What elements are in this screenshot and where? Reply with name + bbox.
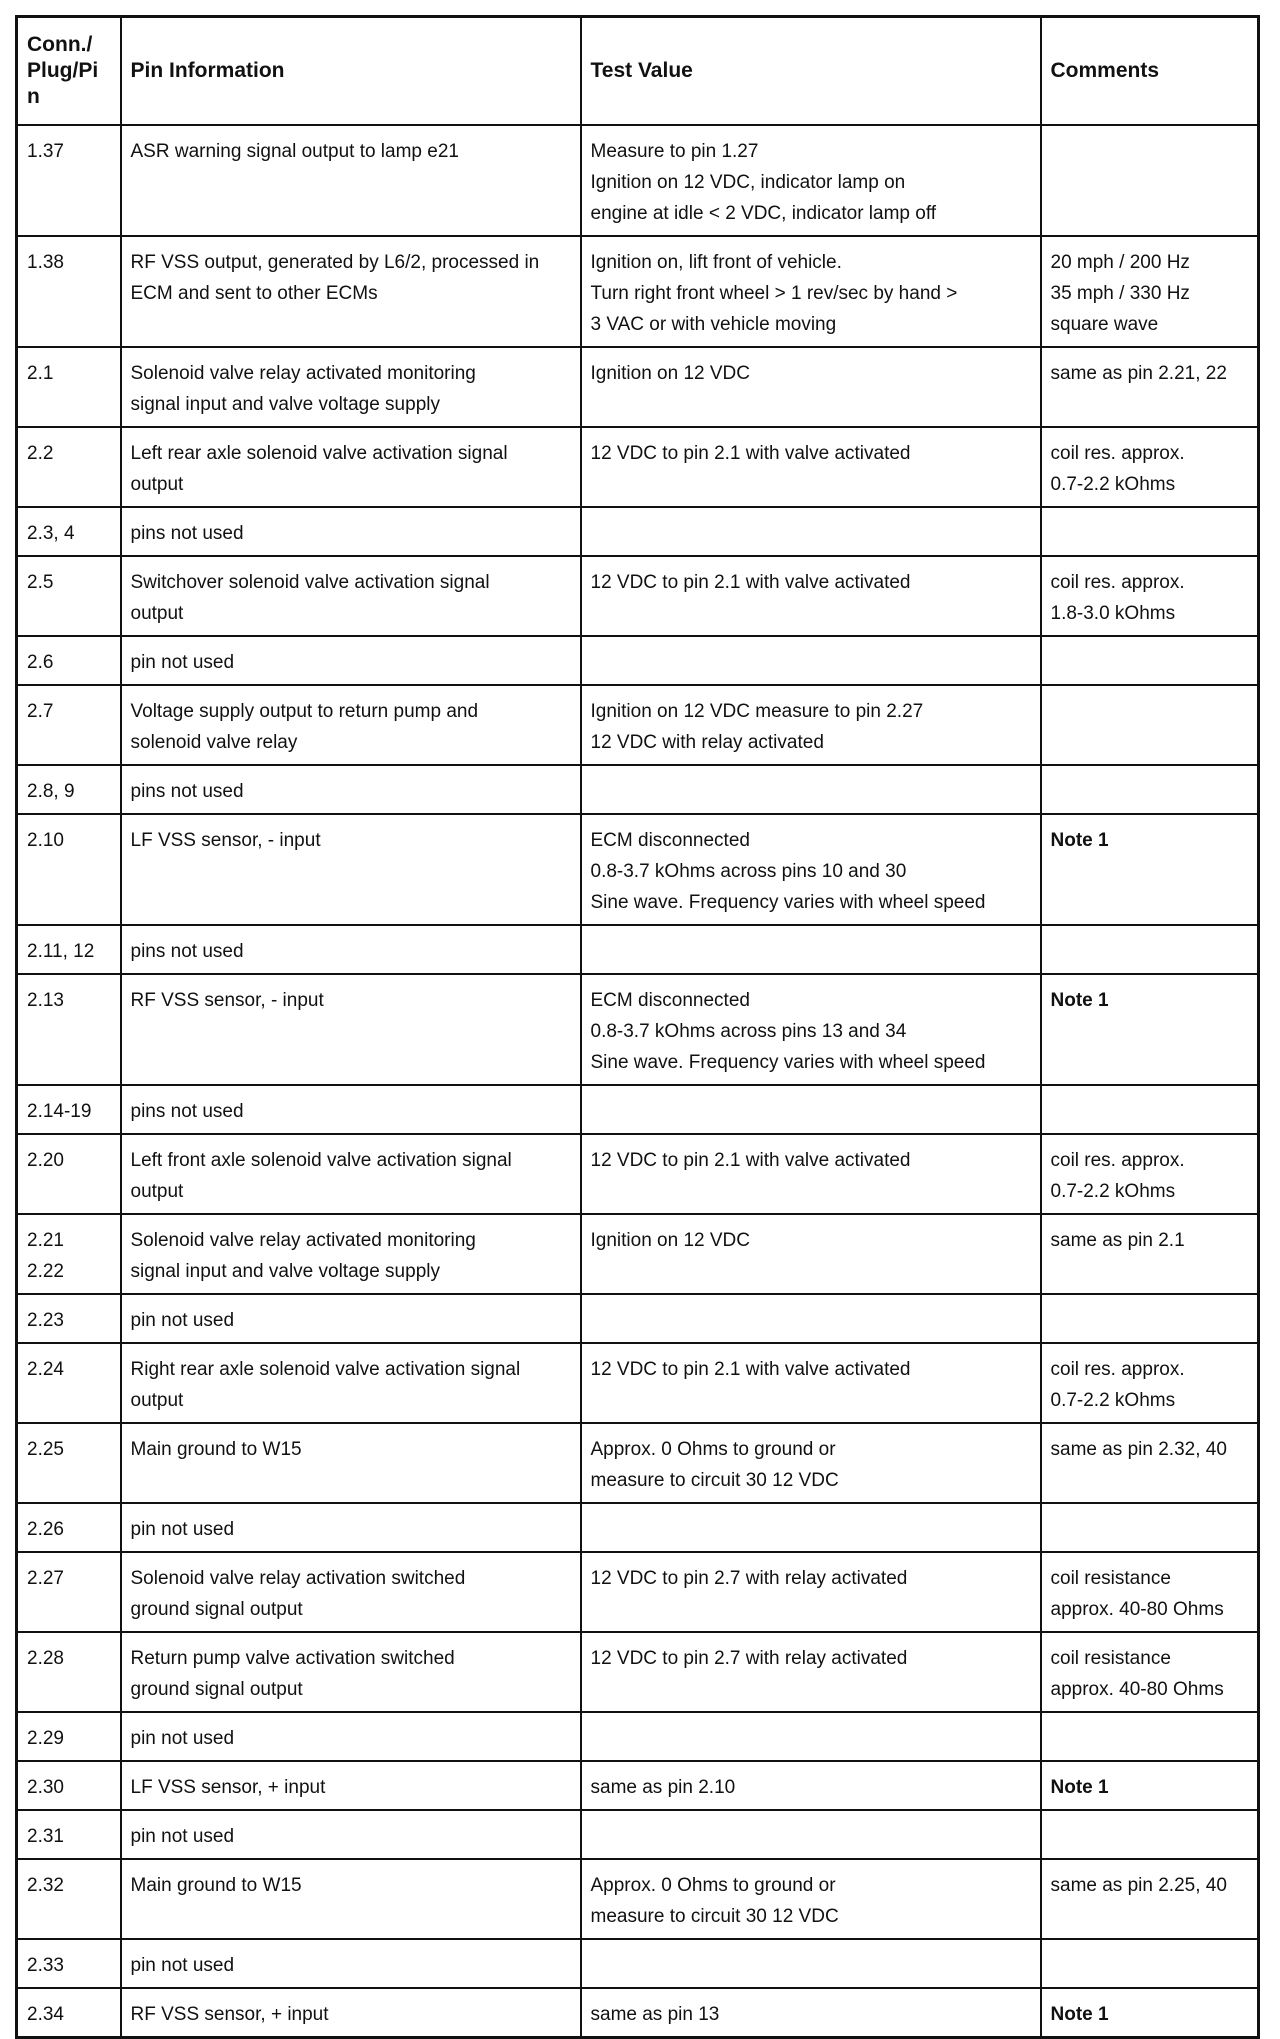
- cell-comments: [1041, 1939, 1259, 1988]
- cell-comments: 20 mph / 200 Hz 35 mph / 330 Hz square wave: [1041, 236, 1259, 347]
- cell-pin: 2.27: [17, 1552, 121, 1632]
- cell-pin-information: Switchover solenoid valve activation signal output: [121, 556, 581, 636]
- header-comments: Comments: [1041, 17, 1259, 126]
- cell-pin: 2.20: [17, 1134, 121, 1214]
- table-row: [17, 974, 1259, 1085]
- table-row: [17, 1761, 1259, 1810]
- cell-test-value: [581, 636, 1041, 685]
- cell-comments: [1041, 1810, 1259, 1859]
- table-row: [17, 347, 1259, 427]
- cell-test-value: [581, 925, 1041, 974]
- table-row: [17, 1134, 1259, 1214]
- table-row: [17, 636, 1259, 685]
- cell-comments: same as pin 2.32, 40: [1041, 1423, 1259, 1503]
- cell-test-value: [581, 765, 1041, 814]
- cell-pin: 2.29: [17, 1712, 121, 1761]
- cell-pin-information: Solenoid valve relay activation switched ground signal output: [121, 1552, 581, 1632]
- cell-pin: 2.30: [17, 1761, 121, 1810]
- cell-pin-information: pin not used: [121, 1939, 581, 1988]
- cell-pin-information: Right rear axle solenoid valve activation signal output: [121, 1343, 581, 1423]
- cell-comments: coil resistance approx. 40-80 Ohms: [1041, 1632, 1259, 1712]
- cell-comments: [1041, 507, 1259, 556]
- cell-pin-information: Left rear axle solenoid valve activation signal output: [121, 427, 581, 507]
- cell-pin-information: LF VSS sensor, + input: [121, 1761, 581, 1810]
- cell-comments: coil resistance approx. 40-80 Ohms: [1041, 1552, 1259, 1632]
- table-row: [17, 1712, 1259, 1761]
- cell-pin: 2.14-19: [17, 1085, 121, 1134]
- cell-test-value: Approx. 0 Ohms to ground or measure to circuit 30 12 VDC: [581, 1423, 1041, 1503]
- cell-pin: 2.3, 4: [17, 507, 121, 556]
- cell-pin: 2.2: [17, 427, 121, 507]
- table-row: [17, 1423, 1259, 1503]
- cell-pin-information: pins not used: [121, 507, 581, 556]
- table-row: [17, 556, 1259, 636]
- cell-comments: [1041, 765, 1259, 814]
- cell-pin: 2.13: [17, 974, 121, 1085]
- cell-comments: Note 1: [1041, 1988, 1259, 2038]
- cell-pin-information: RF VSS sensor, + input: [121, 1988, 581, 2038]
- table-row: [17, 1085, 1259, 1134]
- cell-comments: [1041, 1294, 1259, 1343]
- cell-comments: [1041, 1712, 1259, 1761]
- table-row: [17, 1503, 1259, 1552]
- cell-pin: 2.23: [17, 1294, 121, 1343]
- cell-test-value: Measure to pin 1.27 Ignition on 12 VDC, indicator lamp on engine at idle < 2 VDC, indicator lamp off: [581, 125, 1041, 236]
- cell-pin-information: pin not used: [121, 636, 581, 685]
- table-row: [17, 1343, 1259, 1423]
- cell-pin-information: pins not used: [121, 1085, 581, 1134]
- cell-test-value: Approx. 0 Ohms to ground or measure to circuit 30 12 VDC: [581, 1859, 1041, 1939]
- header-test-value: Test Value: [581, 17, 1041, 126]
- cell-test-value: same as pin 2.10: [581, 1761, 1041, 1810]
- cell-comments: [1041, 636, 1259, 685]
- table-row: [17, 685, 1259, 765]
- table-row: [17, 1632, 1259, 1712]
- cell-comments: Note 1: [1041, 1761, 1259, 1810]
- cell-comments: Note 1: [1041, 974, 1259, 1085]
- cell-pin-information: Solenoid valve relay activated monitoring signal input and valve voltage supply: [121, 1214, 581, 1294]
- table-row: [17, 427, 1259, 507]
- cell-pin-information: ASR warning signal output to lamp e21: [121, 125, 581, 236]
- cell-pin-information: pin not used: [121, 1712, 581, 1761]
- cell-comments: Note 1: [1041, 814, 1259, 925]
- cell-comments: coil res. approx. 0.7-2.2 kOhms: [1041, 1134, 1259, 1214]
- table-row: [17, 125, 1259, 236]
- cell-pin: 2.32: [17, 1859, 121, 1939]
- cell-test-value: [581, 1503, 1041, 1552]
- cell-pin: 2.1: [17, 347, 121, 427]
- cell-pin-information: Main ground to W15: [121, 1423, 581, 1503]
- table-row: [17, 507, 1259, 556]
- cell-pin: 2.33: [17, 1939, 121, 1988]
- cell-comments: [1041, 125, 1259, 236]
- cell-pin: 2.31: [17, 1810, 121, 1859]
- cell-pin: 2.24: [17, 1343, 121, 1423]
- pin-table-page: [15, 15, 1257, 2039]
- cell-comments: coil res. approx. 0.7-2.2 kOhms: [1041, 427, 1259, 507]
- header-conn-plug-pin: Conn./ Plug/Pin: [17, 17, 121, 126]
- cell-test-value: Ignition on 12 VDC measure to pin 2.27 12 VDC with relay activated: [581, 685, 1041, 765]
- table-header-row: [17, 17, 1259, 126]
- cell-pin-information: Voltage supply output to return pump and solenoid valve relay: [121, 685, 581, 765]
- cell-test-value: [581, 507, 1041, 556]
- cell-comments: [1041, 1085, 1259, 1134]
- cell-comments: [1041, 685, 1259, 765]
- table-row: [17, 765, 1259, 814]
- cell-pin-information: RF VSS output, generated by L6/2, processed in ECM and sent to other ECMs: [121, 236, 581, 347]
- cell-pin-information: Left front axle solenoid valve activation signal output: [121, 1134, 581, 1214]
- cell-pin: 2.28: [17, 1632, 121, 1712]
- cell-pin: 2.8, 9: [17, 765, 121, 814]
- cell-comments: [1041, 925, 1259, 974]
- table-row: [17, 1294, 1259, 1343]
- table-row: [17, 1988, 1259, 2038]
- cell-pin: 2.34: [17, 1988, 121, 2038]
- cell-pin-information: LF VSS sensor, - input: [121, 814, 581, 925]
- table-row: [17, 1552, 1259, 1632]
- cell-pin-information: pin not used: [121, 1810, 581, 1859]
- cell-pin: 2.5: [17, 556, 121, 636]
- cell-pin: 2.26: [17, 1503, 121, 1552]
- cell-comments: [1041, 1503, 1259, 1552]
- cell-test-value: 12 VDC to pin 2.7 with relay activated: [581, 1552, 1041, 1632]
- table-body: [17, 125, 1259, 2038]
- cell-pin-information: pin not used: [121, 1503, 581, 1552]
- cell-test-value: [581, 1294, 1041, 1343]
- cell-test-value: ECM disconnected 0.8-3.7 kOhms across pins 13 and 34 Sine wave. Frequency varies with wheel speed: [581, 974, 1041, 1085]
- table-row: [17, 814, 1259, 925]
- cell-pin: 2.10: [17, 814, 121, 925]
- cell-test-value: Ignition on 12 VDC: [581, 1214, 1041, 1294]
- cell-test-value: Ignition on, lift front of vehicle. Turn right front wheel > 1 rev/sec by hand > 3 VAC or with vehicle moving: [581, 236, 1041, 347]
- table-row: [17, 1939, 1259, 1988]
- table-row: [17, 236, 1259, 347]
- table-row: [17, 1859, 1259, 1939]
- cell-pin: 2.6: [17, 636, 121, 685]
- cell-test-value: [581, 1712, 1041, 1761]
- cell-test-value: 12 VDC to pin 2.1 with valve activated: [581, 1343, 1041, 1423]
- cell-pin-information: Main ground to W15: [121, 1859, 581, 1939]
- cell-comments: coil res. approx. 1.8-3.0 kOhms: [1041, 556, 1259, 636]
- cell-pin: 2.7: [17, 685, 121, 765]
- cell-pin-information: Return pump valve activation switched ground signal output: [121, 1632, 581, 1712]
- cell-pin: 2.21 2.22: [17, 1214, 121, 1294]
- cell-test-value: [581, 1939, 1041, 1988]
- cell-comments: coil res. approx. 0.7-2.2 kOhms: [1041, 1343, 1259, 1423]
- table-row: [17, 925, 1259, 974]
- cell-test-value: [581, 1085, 1041, 1134]
- cell-test-value: 12 VDC to pin 2.7 with relay activated: [581, 1632, 1041, 1712]
- cell-test-value: [581, 1810, 1041, 1859]
- cell-pin-information: pins not used: [121, 925, 581, 974]
- cell-comments: same as pin 2.1: [1041, 1214, 1259, 1294]
- cell-test-value: ECM disconnected 0.8-3.7 kOhms across pins 10 and 30 Sine wave. Frequency varies with wheel speed: [581, 814, 1041, 925]
- cell-pin-information: pins not used: [121, 765, 581, 814]
- cell-test-value: Ignition on 12 VDC: [581, 347, 1041, 427]
- pin-assignment-table: [15, 15, 1260, 2039]
- cell-pin: 2.25: [17, 1423, 121, 1503]
- cell-pin: 1.38: [17, 236, 121, 347]
- table-row: [17, 1810, 1259, 1859]
- cell-test-value: 12 VDC to pin 2.1 with valve activated: [581, 1134, 1041, 1214]
- cell-pin-information: RF VSS sensor, - input: [121, 974, 581, 1085]
- cell-test-value: 12 VDC to pin 2.1 with valve activated: [581, 556, 1041, 636]
- cell-comments: same as pin 2.21, 22: [1041, 347, 1259, 427]
- cell-pin-information: pin not used: [121, 1294, 581, 1343]
- cell-comments: same as pin 2.25, 40: [1041, 1859, 1259, 1939]
- cell-test-value: same as pin 13: [581, 1988, 1041, 2038]
- table-row: [17, 1214, 1259, 1294]
- cell-test-value: 12 VDC to pin 2.1 with valve activated: [581, 427, 1041, 507]
- cell-pin: 2.11, 12: [17, 925, 121, 974]
- header-pin-information: Pin Information: [121, 17, 581, 126]
- cell-pin-information: Solenoid valve relay activated monitoring signal input and valve voltage supply: [121, 347, 581, 427]
- cell-pin: 1.37: [17, 125, 121, 236]
